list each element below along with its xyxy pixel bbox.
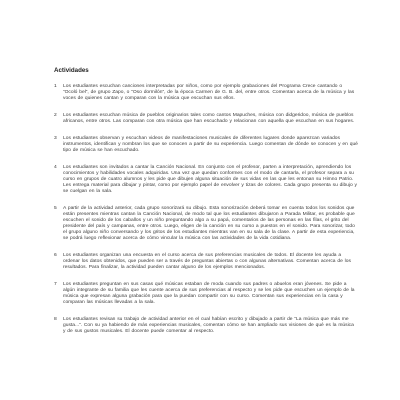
item-number: 5 <box>54 205 57 211</box>
item-number: 1 <box>54 84 57 89</box>
item-number: 4 <box>54 164 57 170</box>
item-number: 7 <box>54 281 57 287</box>
item-text: A partir de la actividad anterior, cada grupo sonorizará su dibujo. Esta sonorización deberá tomar en cuenta todos los sonidos que están presentes mientras cantan la Canción Nacional, de modo tal que los estudiantes dibujaron a Parada Militar, es probable que escuchen el sonido de los caballos y un niño preguntando algo a su papá, comentarios de las personas en las filas, el grito del presidente del país y campanas, entre otros. Luego, eligen de la canción en su curso a puestos en el sonido. Para sonorizar, todo el grupo alguno niño conversando y los gritos de los estudiantes mientras van en su sala de la clase. A partir de esta experiencia, se podrá luego reflexionar acerca de cómo vincular la música con las actividades de la vida cotidiana. <box>63 205 355 242</box>
list-item <box>54 165 358 195</box>
list-item <box>54 317 358 335</box>
list-item <box>54 113 358 125</box>
list-item <box>54 84 358 102</box>
item-text: Los estudiantes escuchan música de pueblos originarios tales como cantos Mapuches, música con didgeridoo, música de pueblos africanos, entre otros. Las comparan con otra música que han escuchado y relacionan con aquella que escuchan en sus hogares. <box>63 112 355 124</box>
item-text: Los estudiantes revisan su trabajo de actividad anterior en el cual habían escrito y dibujado a partir de “La música que más me gusta...”. Con su ya habiendo de más experiencias musicales, comentan cómo se han ampliado sus visiones de qué es la música y de sus gustos musicales. El docente puede comentar al respecto. <box>63 316 354 334</box>
document-page <box>54 67 358 345</box>
list-item <box>54 253 358 271</box>
item-text: Los estudiantes son invitados a cantar la Canción Nacional. En conjunto con el profesor, parten a interpretación, aprendiendo los conocimientos y habilidades vocales adquiridas. Una vez que quedan conformes con el modo de cantarla, el profesor separa a su curso en grupos de cuatro alumnos y les pide que dibujen alguna situación de sus vidas en las que les entonan su Himno Patrio. Les entrega material para dibujar y pintar, como por ejemplo papel de envolver y tizas de colores. Cada grupo presenta su dibujo y se cuelgan en la sala. <box>63 164 358 194</box>
item-number: 2 <box>54 112 57 118</box>
section-heading: Actividades <box>54 67 89 74</box>
list-item <box>54 282 358 306</box>
item-text: Los estudiantes escuchan canciones interpretadas por niños, como por ejemplo grabaciones del Programa Crece cantando o “Ocoló bel”, de grupo Zapo, o “Oso dormilón”, de la época Carmen de G. B. del, entre otros. Comentan acerca de la música y las voces de quienes cantan y comparan con la música que escuchan sus ellos. <box>63 84 355 102</box>
item-text: Los estudiantes organizan una encuesta en el curso acerca de sus preferencias musicales de todos. El docente les ayuda a ordenar los datos obtenidos, que pueden ser a través de preguntas abiertas o con algunas alternativas. Comentan acerca de los resultados. Para finalizar, la actividad pueden cantar alguno de los ejemplos mencionados. <box>63 252 351 270</box>
item-number: 3 <box>54 135 57 141</box>
item-text: Los estudiantes preguntan en sus casas qué músicas estaban de moda cuando sus padres o abuelos eran jóvenes. Se pide a algún integrante de su familia que les cuente acerca de sus preferencias al respecto y se les pide que escuchen un ejemplo de la música que expresan alguna grabación para que la puedan compartir con su curso. Comentan sus experiencias en la casa y comparan las músicas llevadas a la sala. <box>63 281 355 305</box>
list-item <box>54 136 358 154</box>
item-number: 6 <box>54 252 57 258</box>
item-number: 8 <box>54 316 57 322</box>
item-text: Los estudiantes observan y escuchan videos de manifestaciones musicales de diferentes lugares donde aparezcan variados instrumentos, identifican y nombran los que se conocen a partir de su experiencia. Luego comentan de dónde se conocen y en qué tipo de música se han escuchado. <box>63 135 358 153</box>
activity-list <box>54 84 358 335</box>
list-item <box>54 206 358 243</box>
